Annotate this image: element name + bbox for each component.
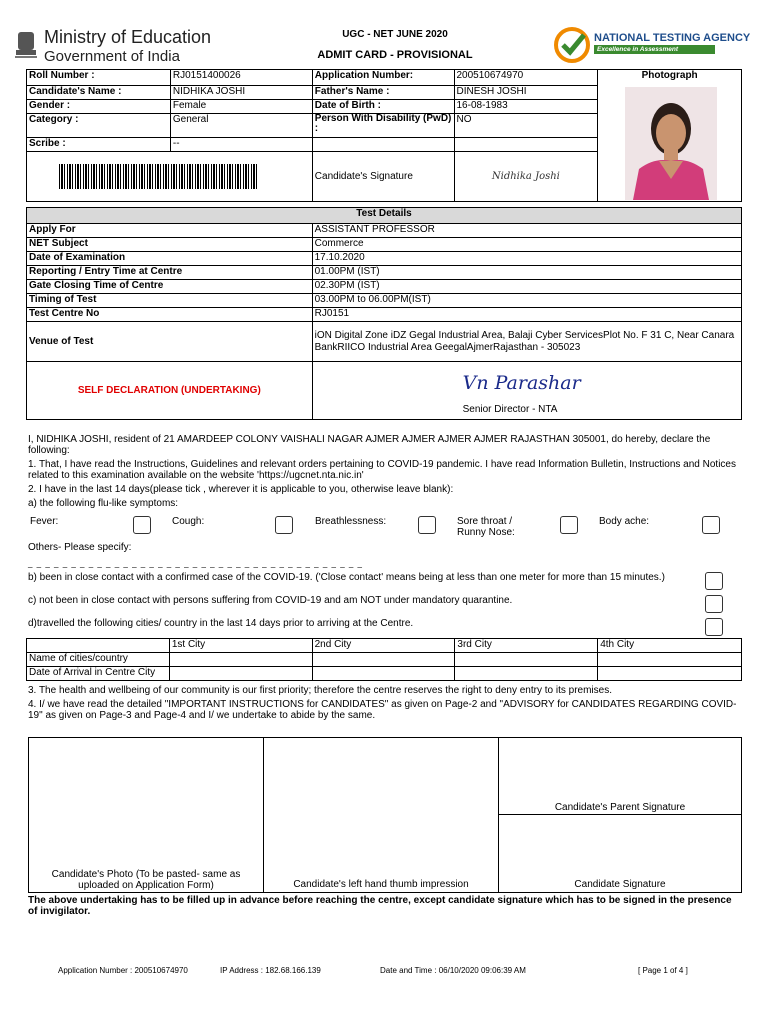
declaration-point2a: a) the following flu-like symptoms:	[28, 498, 179, 509]
declaration-point2: 2. I have in the last 14 days(please tick , wherever it is applicable to you, otherwise leave blank):	[28, 484, 454, 495]
candidate-photo-box-label: Candidate's Photo (To be pasted- same as uploaded on Application Form)	[51, 869, 241, 891]
city-header: 1st City	[169, 639, 312, 653]
travel-checkbox[interactable]	[705, 618, 723, 636]
city-cell[interactable]	[312, 667, 455, 681]
city-cell[interactable]	[169, 653, 312, 667]
declaration-point2d: d)travelled the following cities/ country in the last 14 days prior to arriving at the Centre.	[28, 618, 414, 629]
row-value: Commerce	[312, 238, 741, 252]
no-contact-checkbox[interactable]	[705, 595, 723, 613]
row-label: Test Centre No	[27, 308, 313, 322]
signature-cell	[454, 152, 598, 202]
pwd-label: Person With Disability (PwD) :	[312, 114, 454, 138]
city-cell[interactable]	[169, 667, 312, 681]
declaration-intro: I, NIDHIKA JOSHI, resident of 21 AMARDEEP COLONY VAISHALI NAGAR AJMER AJMER AJMER AJMER RAJASTHAN 305001, do hereby, declare the following:	[28, 434, 711, 456]
app-label: Application Number:	[312, 70, 454, 86]
row-value: ASSISTANT PROFESSOR	[312, 224, 741, 238]
scribe-label: Scribe :	[27, 138, 171, 152]
row-value: 03.00PM to 06.00PM(IST)	[312, 294, 741, 308]
government-subtitle: Government of India	[44, 48, 180, 65]
table-row	[27, 238, 742, 252]
gender-value: Female	[170, 100, 312, 114]
candidate-signature-box-label: Candidate Signature	[574, 879, 666, 890]
venue-value: iON Digital Zone iDZ Gegal Industrial Area, Balaji Cyber ServicesPlot No. F 31 C, Near Canara BankRIICO Industrial Area GeegalAjmerRajasthan - 305023	[312, 322, 741, 362]
breathlessness-label: Breathlessness:	[315, 516, 387, 527]
row-label: NET Subject	[27, 238, 313, 252]
city-header	[27, 639, 170, 653]
cough-label: Cough:	[172, 516, 205, 527]
footer-ip-address: IP Address : 182.68.166.139	[220, 966, 321, 975]
city-cell[interactable]	[312, 653, 455, 667]
city-cell[interactable]	[598, 667, 742, 681]
declaration-point1: 1. That, I have read the Instructions, Guidelines and relevant orders pertaining to COVID-19 pandemic. I have read Information Bulletin, Instructions and Notices related to this examination available on the website 'https://ugcnet.nta.nic.in'	[28, 459, 736, 481]
name-label: Candidate's Name :	[27, 86, 171, 100]
city-row-label: Date of Arrival in Centre City	[27, 667, 170, 681]
declaration-point4: 4. I/ we have read the detailed "IMPORTANT INSTRUCTIONS for CANDIDATES" as given on Page-2 and "ADVISORY for CANDIDATES REGARDING COVID-19" as given on Page-3 and Page-4 and I/ we undertake to abide by the same.	[28, 699, 737, 721]
test-details-table	[26, 207, 742, 420]
table-row	[27, 224, 742, 238]
director-signature: Vn Parashar	[462, 372, 581, 394]
pwd-value: NO	[454, 114, 598, 138]
parent-signature-label: Candidate's Parent Signature	[554, 802, 686, 813]
photo-label: Photograph	[641, 70, 698, 81]
undertaking-note: The above undertaking has to be filled up in advance before reaching the centre, except candidate signature which has to be signed in the presence of invigilator.	[28, 895, 732, 917]
barcode	[59, 164, 257, 189]
ministry-title: Ministry of Education	[44, 27, 212, 47]
card-title: ADMIT CARD - PROVISIONAL	[317, 49, 473, 61]
city-table	[26, 638, 742, 681]
nta-name: NATIONAL TESTING AGENCY	[594, 32, 751, 44]
test-details-title: Test Details	[27, 208, 742, 224]
sore-throat-checkbox[interactable]	[560, 516, 578, 534]
fever-label: Fever:	[30, 516, 59, 527]
row-label: Reporting / Entry Time at Centre	[27, 266, 313, 280]
candidate-signature: Nidhika Joshi	[491, 171, 560, 182]
city-header: 4th City	[598, 639, 742, 653]
category-label: Category :	[27, 114, 171, 138]
footer-datetime: Date and Time : 06/10/2020 09:06:39 AM	[380, 966, 526, 975]
table-row	[27, 308, 742, 322]
table-row	[27, 266, 742, 280]
father-value: DINESH JOSHI	[454, 86, 598, 100]
row-value: 17.10.2020	[312, 252, 741, 266]
roll-label: Roll Number :	[27, 70, 171, 86]
row-value: 02.30PM (IST)	[312, 280, 741, 294]
gender-label: Gender :	[27, 100, 171, 114]
city-header: 2nd City	[312, 639, 455, 653]
row-value: 01.00PM (IST)	[312, 266, 741, 280]
scribe-value: --	[170, 138, 312, 152]
director-cell	[312, 362, 741, 420]
fever-checkbox[interactable]	[133, 516, 151, 534]
row-label: Timing of Test	[27, 294, 313, 308]
others-input-line[interactable]: _ _ _ _ _ _ _ _ _ _ _ _ _ _ _ _ _ _ _ _ _ _ _ _ _ _ _ _ _ _ _ _ _ _ _ _ _ _ _	[28, 559, 363, 568]
cough-checkbox[interactable]	[275, 516, 293, 534]
footer-page-number: [ Page 1 of 4 ]	[638, 966, 688, 975]
signature-label: Candidate's Signature	[312, 152, 454, 202]
row-value: RJ0151	[312, 308, 741, 322]
row-label: Gate Closing Time of Centre	[27, 280, 313, 294]
director-title: Senior Director - NTA	[462, 404, 558, 415]
father-label: Father's Name :	[312, 86, 454, 100]
city-header: 3rd City	[455, 639, 598, 653]
barcode-cell	[27, 152, 313, 202]
national-emblem-icon	[12, 28, 40, 64]
table-row	[27, 294, 742, 308]
exam-title: UGC - NET JUNE 2020	[342, 29, 448, 40]
close-contact-checkbox[interactable]	[705, 572, 723, 590]
nta-logo-icon	[554, 27, 590, 63]
row-label: Apply For	[27, 224, 313, 238]
roll-value: RJ0151400026	[170, 70, 312, 86]
declaration-point3: 3. The health and wellbeing of our community is our first priority; therefore the centre reserves the right to deny entry to its premises.	[28, 685, 612, 696]
sore-throat-label: Sore throat / Runny Nose:	[457, 516, 515, 538]
breathlessness-checkbox[interactable]	[418, 516, 436, 534]
city-cell[interactable]	[455, 667, 598, 681]
body-ache-label: Body ache:	[599, 516, 650, 527]
nta-tagline: Excellence in Assessment	[594, 45, 715, 54]
footer-application-number: Application Number : 200510674970	[58, 966, 188, 975]
candidate-photo	[625, 87, 717, 200]
dob-value: 16-08-1983	[454, 100, 598, 114]
self-declaration-heading: SELF DECLARATION (UNDERTAKING)	[27, 362, 313, 420]
city-cell[interactable]	[598, 653, 742, 667]
table-row	[27, 252, 742, 266]
name-value: NIDHIKA JOSHI	[170, 86, 312, 100]
declaration-point2b: b) been in close contact with a confirmed case of the COVID-19. ('Close contact' means being at less than one meter for more than 15 minutes.)	[28, 572, 665, 583]
declaration-point2c: c) not been in close contact with persons suffering from COVID-19 and am NOT under mandatory quarantine.	[28, 595, 513, 606]
app-value: 200510674970	[454, 70, 598, 86]
city-cell[interactable]	[455, 653, 598, 667]
row-label: Date of Examination	[27, 252, 313, 266]
city-row-label: Name of cities/country	[27, 653, 170, 667]
thumb-impression-label: Candidate's left hand thumb impression	[293, 879, 469, 890]
dob-label: Date of Birth :	[312, 100, 454, 114]
signature-boxes	[28, 737, 742, 893]
table-row	[27, 280, 742, 294]
body-ache-checkbox[interactable]	[702, 516, 720, 534]
category-value: General	[170, 114, 312, 138]
venue-label: Venue of Test	[27, 322, 313, 362]
others-label: Others- Please specify:	[28, 542, 132, 553]
